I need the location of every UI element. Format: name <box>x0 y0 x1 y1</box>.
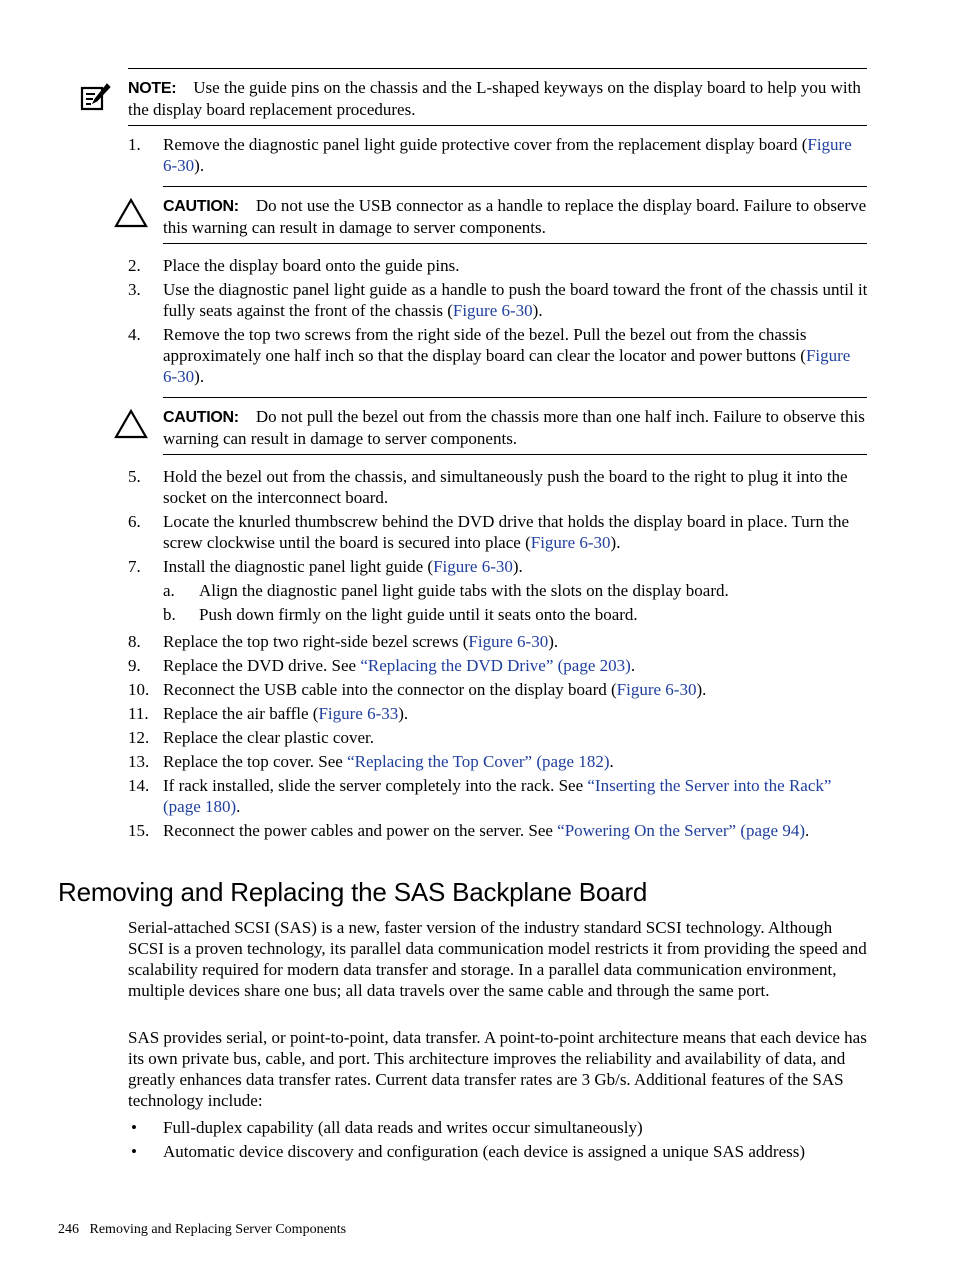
list-item-step-8 <box>128 631 868 652</box>
step-text: Align the diagnostic panel light guide tabs with the slots on the display board. <box>199 581 729 600</box>
caution-label: CAUTION: <box>163 409 239 426</box>
step-text-end: ). <box>696 680 707 699</box>
figure-link[interactable]: Figure 6-30 <box>163 346 851 386</box>
figure-link[interactable]: Figure 6-33 <box>318 704 399 723</box>
step-number: 6. <box>128 512 141 531</box>
step-number: 14. <box>128 776 150 795</box>
step-text: Install the diagnostic panel light guide ( <box>163 557 434 576</box>
list-item-step-9 <box>128 655 868 676</box>
step-text: Remove the top two screws from the right side of the bezel. Pull the bezel out from the chassis approximately one half inch so that the display board can clear the locator and power buttons ( <box>163 325 807 365</box>
note-top-rule <box>128 68 867 69</box>
bullet-marker: • <box>131 1142 137 1161</box>
list-item-step-2 <box>128 255 868 276</box>
note-pencil-icon <box>80 82 112 112</box>
list-item-step-6 <box>128 511 868 553</box>
step-text: Replace the top two right-side bezel screws ( <box>163 632 469 651</box>
list-item-step-7a <box>163 580 868 601</box>
chapter-title: Removing and Replacing Server Components <box>89 1222 347 1237</box>
step-text: Replace the clear plastic cover. <box>163 728 374 747</box>
caution-triangle-icon <box>114 409 148 439</box>
caution-body: Do not pull the bezel out from the chassis more than one half inch. Failure to observe this warning can result in damage to server components. <box>163 407 865 448</box>
step-text-end: ). <box>610 533 621 552</box>
cross-reference-link[interactable]: “Replacing the DVD Drive” (page 203) <box>360 656 631 675</box>
step-text: Locate the knurled thumbscrew behind the DVD drive that holds the display board in place. Turn the screw clockwise until the board is secured into place ( <box>163 512 849 552</box>
page-footer <box>58 1221 346 1239</box>
step-text: Use the diagnostic panel light guide as a handle to push the board toward the front of the chassis until it fully seats against the front of the chassis ( <box>163 280 868 320</box>
list-item-step-10 <box>128 679 868 700</box>
step-text-end: ). <box>532 301 543 320</box>
note-label: NOTE: <box>128 80 177 97</box>
bullet-text: Full-duplex capability (all data reads and writes occur simultaneously) <box>163 1118 643 1137</box>
step-text: Replace the DVD drive. See <box>163 656 361 675</box>
step-number: 5. <box>128 467 141 486</box>
list-item-step-7b <box>163 604 868 625</box>
step-text: If rack installed, slide the server completely into the rack. See <box>163 776 588 795</box>
figure-link[interactable]: Figure 6-30 <box>616 680 697 699</box>
step-letter: b. <box>163 605 176 624</box>
step-text: Replace the air baffle ( <box>163 704 319 723</box>
note-body: Use the guide pins on the chassis and the L-shaped keyways on the display board to help you with the display board replacement procedures. <box>128 78 861 119</box>
page-number: 246 <box>58 1222 79 1237</box>
step-text-end: . <box>804 821 810 840</box>
section-paragraph-2: SAS provides serial, or point-to-point, data transfer. A point-to-point architecture means that each device has its own private bus, cable, and port. This architecture improves the reliability and availability of data, and greatly enhances data transfer rates. Current data transfer rates are 3 Gb/s. Additional features of the SAS technology include: <box>128 1028 867 1110</box>
caution-label: CAUTION: <box>163 198 239 215</box>
list-item-step-1 <box>128 134 868 176</box>
step-number: 1. <box>128 135 141 154</box>
bullet-text: Automatic device discovery and configuration (each device is assigned a unique SAS address) <box>163 1142 806 1161</box>
caution-top-rule <box>163 186 867 187</box>
list-item-step-12 <box>128 727 868 748</box>
figure-link[interactable]: Figure 6-30 <box>433 557 513 576</box>
step-text: Reconnect the power cables and power on the server. See <box>163 821 558 840</box>
step-number: 11. <box>128 704 149 723</box>
figure-link[interactable]: Figure 6-30 <box>468 632 549 651</box>
figure-link[interactable]: Figure 6-30 <box>530 533 611 552</box>
step-text-end: ). <box>548 632 559 651</box>
step-number: 8. <box>128 632 141 651</box>
step-number: 3. <box>128 280 141 299</box>
step-text-end: ). <box>194 367 205 386</box>
section-heading: Removing and Replacing the SAS Backplane Board <box>58 877 648 907</box>
step-text-end: . <box>609 752 614 771</box>
list-item-step-14 <box>128 775 868 817</box>
caution-top-rule <box>163 397 867 398</box>
step-number: 4. <box>128 325 141 344</box>
step-text-end: . <box>236 797 241 816</box>
step-text: Hold the bezel out from the chassis, and simultaneously push the board to the right to plug it into the socket on the interconnect board. <box>163 467 848 507</box>
step-number: 7. <box>128 557 141 576</box>
caution-bottom-rule <box>163 454 867 455</box>
list-item-step-5 <box>128 466 868 508</box>
step-text-end: . <box>630 656 636 675</box>
caution-triangle-icon <box>114 198 148 228</box>
caution-text <box>163 195 868 238</box>
figure-link[interactable]: Figure 6-30 <box>163 135 852 175</box>
list-item-step-13 <box>128 751 868 772</box>
cross-reference-link[interactable]: “Inserting the Server into the Rack” (page 180) <box>163 776 832 816</box>
figure-link[interactable]: Figure 6-30 <box>452 301 533 320</box>
step-text-end: ). <box>398 704 409 723</box>
list-item-step-3 <box>128 279 868 321</box>
step-number: 2. <box>128 256 141 275</box>
caution-text <box>163 406 868 449</box>
step-text: Push down firmly on the light guide until it seats onto the board. <box>199 605 638 624</box>
step-number: 15. <box>128 821 150 840</box>
step-text-end: ). <box>194 156 205 175</box>
step-text: Replace the top cover. See <box>163 752 348 771</box>
step-number: 12. <box>128 728 150 747</box>
step-number: 10. <box>128 680 150 699</box>
bullet-marker: • <box>131 1118 137 1137</box>
step-number: 9. <box>128 656 141 675</box>
list-item-step-4 <box>128 324 868 387</box>
list-item-step-11 <box>128 703 868 724</box>
bullet-item <box>128 1141 868 1162</box>
section-paragraph-1: Serial-attached SCSI (SAS) is a new, faster version of the industry standard SCSI technology. Although SCSI is a proven technology, its parallel data communication model restricts it from providing the speed and scalability required for modern data transfer and storage. In a parallel data communication environment, multiple devices share one bus; all data travels over the same cable and through the same port. <box>128 918 867 1000</box>
list-item-step-7 <box>128 556 868 577</box>
step-number: 13. <box>128 752 150 771</box>
step-text: Place the display board onto the guide pins. <box>163 256 460 275</box>
bullet-item <box>128 1117 868 1138</box>
note-text <box>128 77 868 120</box>
cross-reference-link[interactable]: “Replacing the Top Cover” (page 182) <box>347 752 610 771</box>
note-bottom-rule <box>128 125 867 126</box>
cross-reference-link[interactable]: “Powering On the Server” (page 94) <box>557 821 805 840</box>
step-letter: a. <box>163 581 175 600</box>
step-text-end: ). <box>512 557 523 576</box>
list-item-step-15 <box>128 820 868 841</box>
step-text: Reconnect the USB cable into the connector on the display board ( <box>163 680 617 699</box>
step-text: Remove the diagnostic panel light guide protective cover from the replacement display board ( <box>163 135 808 154</box>
caution-body: Do not use the USB connector as a handle to replace the display board. Failure to observe this warning can result in damage to server components. <box>163 196 867 237</box>
caution-bottom-rule <box>163 243 867 244</box>
